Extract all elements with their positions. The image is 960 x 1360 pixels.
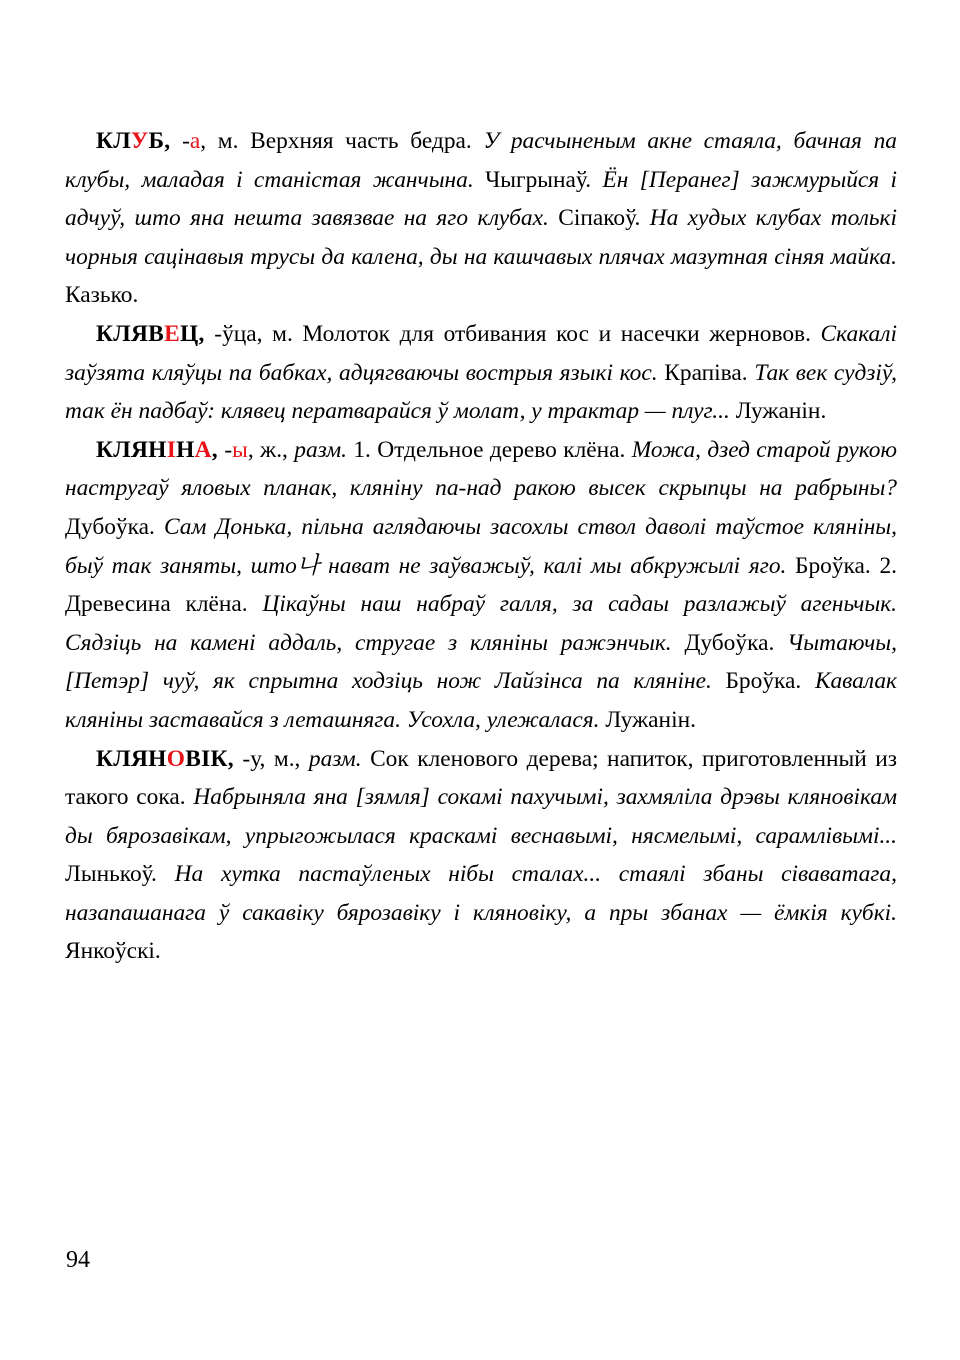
citation-text: Можа, дзед старой рукою настругаў яловых планак, кляніну па-над ракою высек скрыпцы на рабрыны? — [65, 436, 897, 502]
dictionary-entry-klyavec — [65, 315, 897, 431]
usage-label-klyanina: разм. — [294, 436, 347, 463]
headword-segment: КЛЯН — [96, 436, 167, 463]
headword-segment: Ц, — [180, 320, 205, 347]
inflection-ending: а — [189, 128, 201, 154]
inflection-klub — [182, 128, 206, 154]
headword-segment: Б, — [148, 128, 171, 154]
citation-source: Дубоўка. — [65, 513, 155, 540]
stressed-letter: Е — [164, 320, 180, 347]
inflection-comma: , — [247, 436, 254, 463]
citation-text: Сам Донька, пільна аглядаючы засохлы ствол даволі таўстое кляніны, быў так заняты, што나 нават не заўважыў, калі мы абкружылі яго. — [65, 513, 897, 579]
headword-segment: Н — [176, 436, 195, 463]
headword-klyavec — [96, 321, 205, 347]
inflection-dash: - — [242, 745, 251, 772]
citation-text: Так век судзіў, так ён падбаў: клявец ператварайся ў молат, у трактар — плуг... — [65, 359, 897, 425]
entry-body-klyanina — [65, 437, 897, 733]
sense-number: 2. — [879, 552, 897, 579]
definition-klyavec: Молоток для отбивания кос и насечки жерновов. — [302, 320, 811, 347]
inflection-klyavec — [214, 321, 262, 347]
whitespace — [206, 128, 218, 154]
citation-source: Янкоўскі. — [65, 938, 161, 965]
citation-source: Лужанін. — [735, 398, 827, 425]
grammar-label-klub: м. — [217, 128, 239, 154]
headword-klyanina — [96, 437, 218, 463]
headword-klub — [96, 128, 170, 154]
definition-klyanovik: Сок кленового дерева; напиток, приготовленный из такого сока. — [65, 745, 897, 811]
inflection-dash: - — [182, 128, 190, 154]
stressed-letter: О — [166, 745, 186, 772]
citation-source: Броўка. — [795, 552, 871, 579]
entry-body-klub — [65, 128, 897, 308]
page-number: 94 — [66, 1247, 90, 1273]
definition-text: Отдельное дерево клёна. — [377, 436, 626, 463]
citation-text: Ён [Перанег] зажмурыйся і адчуў, што яна нешта завязвае на яго клубах. — [65, 166, 898, 232]
grammar-label-klyanina: ж., — [260, 436, 288, 463]
citation-source: Лужанін. — [605, 706, 696, 733]
citation-source: Крапіва. — [664, 359, 748, 386]
stressed-letter: І — [166, 436, 177, 463]
inflection-ending: ы — [232, 436, 248, 463]
headword-segment: КЛ — [96, 128, 131, 154]
citation-text: У расчыненым акне стаяла, бачная па клубы, маладая і станістая жанчына. — [65, 128, 897, 193]
citation-source: Чыгрынаў. — [485, 166, 592, 193]
citation-text: Скакалі заўзята кляўцы па бабках, адцягваючы вострыя языкі кос. — [65, 320, 897, 386]
dictionary-entry-klyanina — [65, 431, 897, 740]
sense-number: 1. — [353, 436, 371, 463]
citation-source: Броўка. — [725, 668, 802, 695]
inflection-comma: , — [200, 128, 207, 154]
usage-label-klyanovik: разм. — [308, 745, 362, 772]
definition-klub: Верхняя часть бедра. — [250, 128, 472, 154]
whitespace — [170, 128, 182, 154]
whitespace — [263, 321, 273, 347]
stressed-letter: А — [194, 436, 212, 463]
headword-segment: ВІК, — [185, 745, 234, 772]
entry-body-klyanovik — [65, 784, 897, 964]
citation-text: Кавалак кляніны заставайся з леташняга. Усохла, улежалася. — [65, 668, 897, 733]
citation-text: Цікаўны наш набраў галля, за садаы разлажыў агеньчык. Сядзіць на камені аддаль, стругае з кляніны ражэнчык. — [65, 591, 897, 656]
text-column — [65, 122, 897, 971]
citation-source: Лынькоў. — [65, 861, 157, 888]
inflection-comma: , — [256, 320, 263, 347]
grammar-label-klyanovik: м., — [273, 745, 301, 772]
inflection-ending: ўца — [222, 320, 257, 347]
inflection-dash: - — [224, 436, 233, 463]
citation-text: На худых клубах толькі чорныя сацінавыя трусы да калена, ды на кашчавых плячах мазутная сіняя майка. — [65, 205, 897, 270]
headword-segment: КЛЯВ — [96, 320, 165, 347]
citation-source: Казько. — [65, 282, 139, 309]
dictionary-entry-klub — [65, 122, 897, 315]
headword-klyanovik — [96, 746, 234, 772]
inflection-comma: , — [259, 745, 266, 772]
citation-text: Чытаючы, [Петэр] чуў, як спрытна ходзіць нож Лайзінса па кляніне. — [65, 629, 897, 695]
whitespace — [205, 321, 215, 347]
inflection-ending: у — [250, 745, 260, 772]
inflection-klyanovik — [242, 746, 265, 772]
citation-source: Сіпакоў. — [558, 205, 641, 232]
stressed-letter: У — [131, 128, 149, 154]
grammar-label-klyavec: м. — [272, 320, 293, 347]
inflection-dash: - — [214, 320, 223, 347]
citation-text: Набрыняла яна [зямля] сокамі пахучымі, захмяліла дрэвы кляновікам ды бярозавікам, упрыгожылася краскамі веснавымі, нясмелымі, сарамлівымі... — [65, 784, 897, 849]
headword-segment: , — [211, 436, 218, 463]
inflection-klyanina — [224, 437, 253, 463]
citation-source: Дубоўка. — [684, 629, 775, 656]
dictionary-entry-klyanovik — [65, 740, 897, 972]
headword-segment: КЛЯН — [96, 745, 167, 772]
definition-text: Древесина клёна. — [65, 591, 248, 618]
citation-text: На хутка пастаўленых нібы сталах... стаялі збаны сіваватага, назапашанага ў сакавіку бярозавіку і кляновіку, а пры збанах — ёмкія кубкі. — [65, 861, 897, 926]
whitespace — [265, 746, 273, 772]
